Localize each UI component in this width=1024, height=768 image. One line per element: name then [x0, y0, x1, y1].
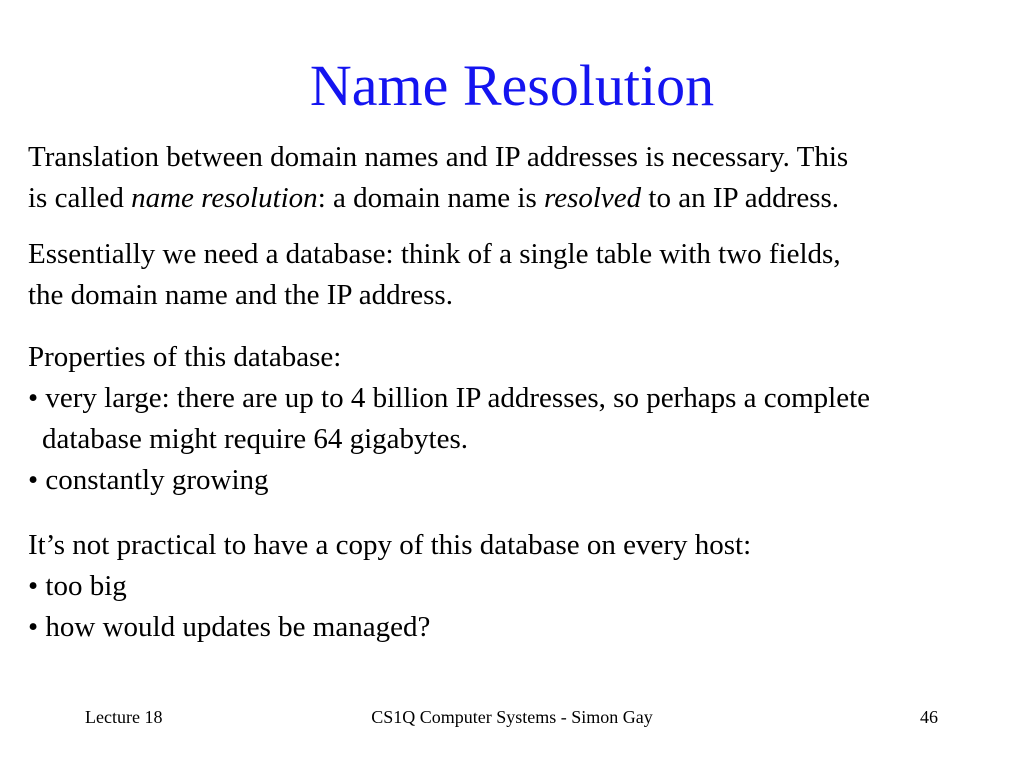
database-line-1: Essentially we need a database: think of a single table with two fields,	[28, 238, 841, 270]
intro-text-a: is called	[28, 182, 132, 214]
practical-heading: It’s not practical to have a copy of this database on every host:	[28, 529, 752, 561]
footer-course: CS1Q Computer Systems - Simon Gay	[371, 707, 653, 727]
intro-line-1: Translation between domain names and IP addresses is necessary. This	[28, 141, 849, 173]
term-resolved: resolved	[544, 182, 642, 214]
slide-title: Name Resolution	[309, 53, 715, 118]
intro-text-b: : a domain name is	[317, 182, 544, 214]
database-paragraph	[28, 234, 841, 316]
properties-paragraph	[28, 337, 870, 501]
bullet-updates: • how would updates be managed?	[28, 611, 431, 643]
intro-paragraph	[28, 137, 848, 219]
bullet-too-big: • too big	[28, 570, 127, 602]
bullet-constantly-growing: • constantly growing	[28, 464, 269, 496]
intro-line-2	[28, 178, 848, 219]
bullet-very-large: • very large: there are up to 4 billion IP addresses, so perhaps a complete	[28, 382, 871, 414]
intro-text-c: to an IP address.	[641, 182, 840, 214]
database-line-2: the domain name and the IP address.	[28, 279, 453, 311]
term-name-resolution: name resolution	[131, 182, 318, 214]
footer-page-number: 46	[920, 707, 938, 727]
properties-heading: Properties of this database:	[28, 341, 342, 373]
bullet-very-large-continued: database might require 64 gigabytes.	[42, 423, 469, 455]
footer-lecture: Lecture 18	[85, 707, 163, 727]
practical-paragraph	[28, 525, 751, 648]
